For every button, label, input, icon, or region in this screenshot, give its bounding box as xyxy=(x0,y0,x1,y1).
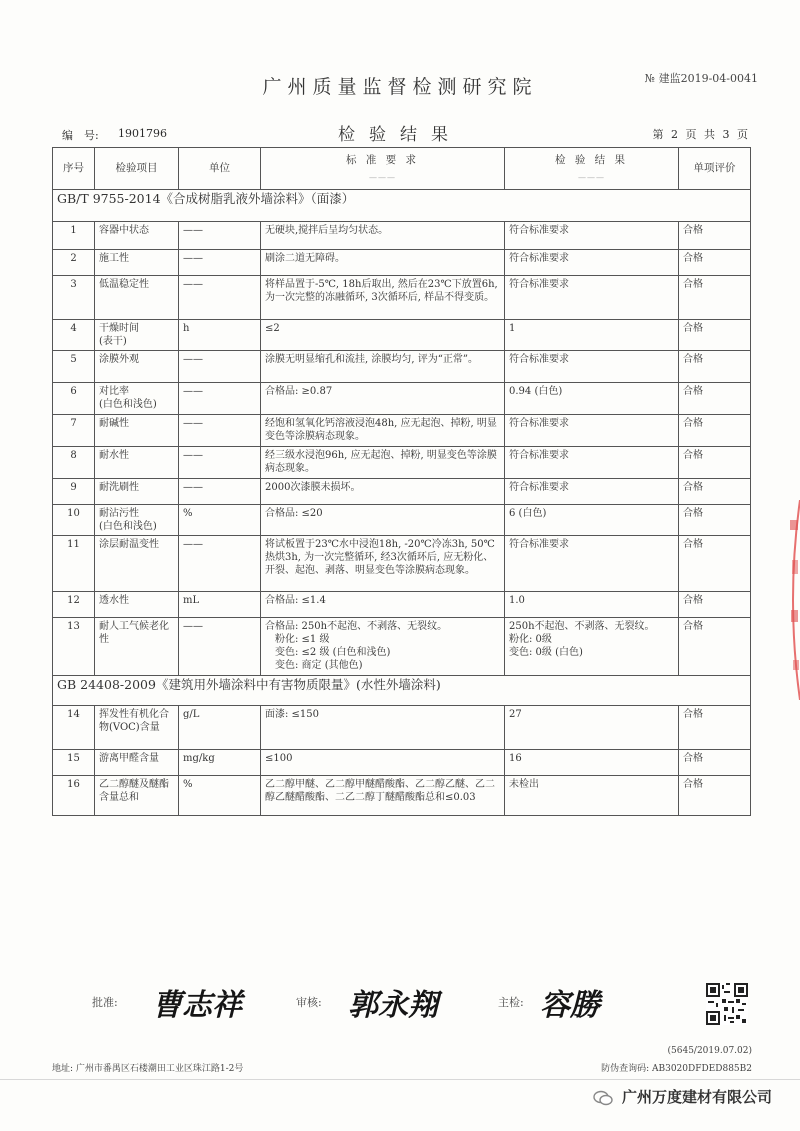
header-standard xyxy=(261,148,505,190)
table-header-row xyxy=(53,148,751,190)
row-standard: ≤2 xyxy=(261,320,505,351)
inspect-signature: 容勝 xyxy=(540,988,600,1023)
table-row xyxy=(53,479,751,505)
row-judgement: 合格 xyxy=(679,750,751,776)
row-unit: —— xyxy=(179,479,261,505)
row-standard: 合格品: ≤1.4 xyxy=(261,592,505,618)
header-standard-dash: ——— xyxy=(369,172,396,182)
row-number: 13 xyxy=(53,618,95,676)
row-judgement: 合格 xyxy=(679,320,751,351)
anti-fake-code: 防伪查询码: AB3020DFDED885B2 xyxy=(601,1064,752,1074)
stamp-icon xyxy=(782,500,800,700)
row-unit: % xyxy=(179,505,261,536)
row-unit: —— xyxy=(179,383,261,415)
row-item: 施工性 xyxy=(95,250,179,276)
approve-signature: 曹志祥 xyxy=(152,988,242,1023)
section-row xyxy=(53,190,751,222)
row-unit: —— xyxy=(179,222,261,250)
row-standard: 经饱和氢氧化钙溶液浸泡48h, 应无起泡、掉粉, 明显变色等涂膜病态现象。 xyxy=(261,415,505,447)
row-unit: —— xyxy=(179,415,261,447)
row-judgement: 合格 xyxy=(679,276,751,320)
row-result: 0.94 (白色) xyxy=(505,383,679,415)
table-row xyxy=(53,776,751,816)
row-standard: 面漆: ≤150 xyxy=(261,706,505,750)
row-result: 1 xyxy=(505,320,679,351)
row-judgement: 合格 xyxy=(679,250,751,276)
row-standard: 合格品: ≥0.87 xyxy=(261,383,505,415)
row-judgement: 合格 xyxy=(679,592,751,618)
row-result: 符合标准要求 xyxy=(505,351,679,383)
row-result: 符合标准要求 xyxy=(505,250,679,276)
result-line: 粉化: 0级 xyxy=(509,634,552,645)
row-judgement: 合格 xyxy=(679,776,751,816)
section-title: GB/T 9755-2014《合成树脂乳液外墙涂料》（面漆） xyxy=(53,190,751,222)
row-standard: 合格品: ≤20 xyxy=(261,505,505,536)
row-result: 符合标准要求 xyxy=(505,415,679,447)
row-unit: % xyxy=(179,776,261,816)
table-row xyxy=(53,250,751,276)
row-number: 10 xyxy=(53,505,95,536)
row-result xyxy=(505,618,679,676)
section-title: GB 24408-2009《建筑用外墙涂料中有害物质限量》(水性外墙涂料) xyxy=(53,676,751,706)
row-item: 耐洗刷性 xyxy=(95,479,179,505)
row-judgement: 合格 xyxy=(679,536,751,592)
row-result: 6 (白色) xyxy=(505,505,679,536)
row-standard: 涂膜无明显缩孔和流挂, 涂膜均匀, 评为“正常”。 xyxy=(261,351,505,383)
row-unit: —— xyxy=(179,351,261,383)
row-number: 4 xyxy=(53,320,95,351)
row-unit: —— xyxy=(179,618,261,676)
row-number: 15 xyxy=(53,750,95,776)
header-seq: 序号 xyxy=(53,148,95,190)
results-table xyxy=(52,147,751,816)
page-info: 第 2 页 共 3 页 xyxy=(652,128,750,141)
row-item: 对比率 (白色和浅色) xyxy=(95,383,179,415)
inspect-label: 主检: xyxy=(498,996,524,1009)
row-item: 容器中状态 xyxy=(95,222,179,250)
org-title: 广州质量监督检测研究院 xyxy=(262,76,538,98)
row-number: 14 xyxy=(53,706,95,750)
table-row xyxy=(53,706,751,750)
row-item: 涂层耐温变性 xyxy=(95,536,179,592)
row-number: 16 xyxy=(53,776,95,816)
row-judgement: 合格 xyxy=(679,447,751,479)
row-result: 16 xyxy=(505,750,679,776)
row-item: 涂膜外观 xyxy=(95,351,179,383)
row-item: 挥发性有机化合物(VOC)含量 xyxy=(95,706,179,750)
signature-area xyxy=(0,980,800,1040)
row-judgement: 合格 xyxy=(679,222,751,250)
row-standard: 无硬块,搅拌后呈均匀状态。 xyxy=(261,222,505,250)
row-number: 11 xyxy=(53,536,95,592)
row-standard: 刷涂二道无障碍。 xyxy=(261,250,505,276)
row-standard xyxy=(261,618,505,676)
row-judgement: 合格 xyxy=(679,618,751,676)
table-row xyxy=(53,618,751,676)
row-unit: g/L xyxy=(179,706,261,750)
table-row xyxy=(53,505,751,536)
header-unit: 单位 xyxy=(179,148,261,190)
row-standard: 2000次漆膜未损坏。 xyxy=(261,479,505,505)
table-row xyxy=(53,276,751,320)
standard-line: 变色: ≤2 级 (白色和浅色) xyxy=(275,647,391,658)
table-row xyxy=(53,383,751,415)
standard-line: 粉化: ≤1 级 xyxy=(275,634,330,645)
table-row xyxy=(53,536,751,592)
row-result: 未检出 xyxy=(505,776,679,816)
row-unit: mg/kg xyxy=(179,750,261,776)
approve-label: 批准: xyxy=(92,996,118,1009)
qr-code-icon xyxy=(706,983,748,1025)
table-row xyxy=(53,222,751,250)
wechat-icon xyxy=(593,1090,613,1106)
row-judgement: 合格 xyxy=(679,479,751,505)
row-result: 符合标准要求 xyxy=(505,276,679,320)
watermark-text: 广州万度建材有限公司 xyxy=(621,1088,772,1106)
row-result: 符合标准要求 xyxy=(505,222,679,250)
row-number: 1 xyxy=(53,222,95,250)
standard-line: 变色: 商定 (其他色) xyxy=(275,660,363,671)
report-number-label: 编 号: xyxy=(62,129,99,142)
row-item: 耐人工气候老化性 xyxy=(95,618,179,676)
table-row xyxy=(53,320,751,351)
header-judgement: 单项评价 xyxy=(679,148,751,190)
row-number: 2 xyxy=(53,250,95,276)
review-signature: 郭永翔 xyxy=(348,988,438,1023)
header-standard-label: 标 准 要 求 xyxy=(345,153,419,166)
row-standard: 经三级水浸泡96h, 应无起泡、掉粉, 明显变色等涂膜病态现象。 xyxy=(261,447,505,479)
row-result: 符合标准要求 xyxy=(505,447,679,479)
table-row xyxy=(53,750,751,776)
row-standard: 将样品置于-5℃, 18h后取出, 然后在23℃下放置6h, 为一次完整的冻融循环, 3次循环后, 样品不得变质。 xyxy=(261,276,505,320)
row-unit: —— xyxy=(179,276,261,320)
document-number: № 建监2019-04-0041 xyxy=(644,72,758,85)
result-line: 250h不起泡、不剥落、无裂纹。 xyxy=(509,621,655,632)
header-result-label: 检 验 结 果 xyxy=(554,153,628,166)
report-number: 1901796 xyxy=(118,127,167,140)
row-unit: —— xyxy=(179,447,261,479)
row-item: 低温稳定性 xyxy=(95,276,179,320)
table-row xyxy=(53,592,751,618)
watermark xyxy=(593,1086,772,1107)
footer-address: 地址: 广州市番禺区石楼潮田工业区珠江路1-2号 xyxy=(52,1064,244,1074)
row-item: 游离甲醛含量 xyxy=(95,750,179,776)
footer-divider xyxy=(0,1079,800,1080)
row-number: 6 xyxy=(53,383,95,415)
row-number: 12 xyxy=(53,592,95,618)
row-number: 3 xyxy=(53,276,95,320)
footer-code: (5645/2019.07.02) xyxy=(667,1046,752,1056)
row-judgement: 合格 xyxy=(679,505,751,536)
row-number: 7 xyxy=(53,415,95,447)
row-standard: 乙二醇甲醚、乙二醇甲醚醋酸酯、乙二醇乙醚、乙二醇乙醚醋酸酯、二乙二醇丁醚醋酸酯总和≤0.03 xyxy=(261,776,505,816)
result-title: 检验结果 xyxy=(338,125,462,145)
row-unit: h xyxy=(179,320,261,351)
row-number: 9 xyxy=(53,479,95,505)
row-item: 耐水性 xyxy=(95,447,179,479)
row-judgement: 合格 xyxy=(679,351,751,383)
row-unit: —— xyxy=(179,250,261,276)
row-standard: 将试板置于23℃水中浸泡18h, -20℃冷冻3h, 50℃热烘3h, 为一次完整循环, 经3次循环后, 应无粉化、开裂、起泡、剥落、明显变色等涂膜病态现象。 xyxy=(261,536,505,592)
header-result xyxy=(505,148,679,190)
row-number: 8 xyxy=(53,447,95,479)
row-result: 1.0 xyxy=(505,592,679,618)
row-item: 耐沾污性 (白色和浅色) xyxy=(95,505,179,536)
row-unit: mL xyxy=(179,592,261,618)
row-item: 透水性 xyxy=(95,592,179,618)
result-line: 变色: 0级 (白色) xyxy=(509,647,583,658)
header-item: 检验项目 xyxy=(95,148,179,190)
row-result: 符合标准要求 xyxy=(505,479,679,505)
row-judgement: 合格 xyxy=(679,415,751,447)
row-standard: ≤100 xyxy=(261,750,505,776)
row-item: 耐碱性 xyxy=(95,415,179,447)
row-unit: —— xyxy=(179,536,261,592)
row-item: 干燥时间 (表干) xyxy=(95,320,179,351)
section-row xyxy=(53,676,751,706)
row-item: 乙二醇醚及醚酯含量总和 xyxy=(95,776,179,816)
table-row xyxy=(53,351,751,383)
header-result-dash: ——— xyxy=(578,172,605,182)
row-number: 5 xyxy=(53,351,95,383)
row-result: 符合标准要求 xyxy=(505,536,679,592)
row-judgement: 合格 xyxy=(679,706,751,750)
table-row xyxy=(53,415,751,447)
standard-line: 合格品: 250h不起泡、不剥落、无裂纹。 xyxy=(265,621,448,632)
table-row xyxy=(53,447,751,479)
row-judgement: 合格 xyxy=(679,383,751,415)
row-result: 27 xyxy=(505,706,679,750)
review-label: 审核: xyxy=(296,996,322,1009)
